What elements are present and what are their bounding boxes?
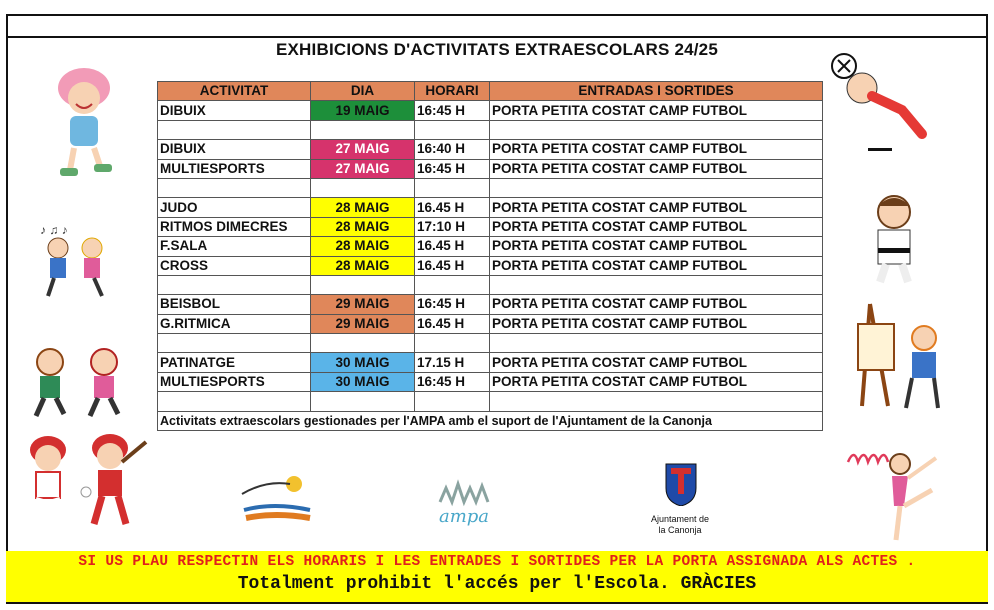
cell-time: 16.45 H — [415, 314, 490, 333]
cell-access: PORTA PETITA COSTAT CAMP FUTBOL — [490, 159, 823, 178]
cell-time: 16.45 H — [415, 237, 490, 256]
table-row — [158, 353, 823, 372]
notice-line-2: Totalment prohibit l'accés per l'Escola. GRÀCIES — [237, 574, 757, 594]
schedule-table — [157, 81, 823, 431]
gymnast-icon — [842, 432, 942, 544]
school-logo-icon — [238, 472, 316, 530]
table-header-row — [158, 82, 823, 101]
cell-day: 28 MAIG — [311, 217, 415, 236]
cell-activity: F.SALA — [158, 237, 311, 256]
cell-access — [490, 178, 823, 197]
cell-access: PORTA PETITA COSTAT CAMP FUTBOL — [490, 372, 823, 391]
table-row — [158, 198, 823, 217]
cell-day: 28 MAIG — [311, 198, 415, 217]
cell-day: 29 MAIG — [311, 314, 415, 333]
running-kids-icon — [28, 346, 132, 420]
ajuntament-line2: la Canonja — [658, 525, 702, 535]
cell-day: 29 MAIG — [311, 295, 415, 314]
table-row — [158, 159, 823, 178]
ampa-logo-icon — [432, 462, 496, 526]
cell-activity: CROSS — [158, 256, 311, 275]
cell-time — [415, 275, 490, 294]
table-row — [158, 217, 823, 236]
cell-activity: PATINATGE — [158, 353, 311, 372]
cell-activity — [158, 178, 311, 197]
cell-time: 16:45 H — [415, 101, 490, 120]
table-row — [158, 140, 823, 159]
cell-day — [311, 275, 415, 294]
ajuntament-label — [640, 514, 720, 536]
cell-time: 17:10 H — [415, 217, 490, 236]
top-divider — [6, 36, 988, 38]
table-row — [158, 178, 823, 197]
cell-activity: G.RITMICA — [158, 314, 311, 333]
dancing-kids-icon — [36, 222, 116, 300]
table-row — [158, 372, 823, 391]
girl-skater-icon — [44, 66, 124, 181]
cell-day — [311, 392, 415, 411]
svg-text:♪ ♫ ♪: ♪ ♫ ♪ — [40, 223, 68, 237]
table-row — [158, 120, 823, 139]
cell-time: 17.15 H — [415, 353, 490, 372]
cell-activity: MULTIESPORTS — [158, 159, 311, 178]
table-row — [158, 101, 823, 120]
cell-access: PORTA PETITA COSTAT CAMP FUTBOL — [490, 198, 823, 217]
cell-time — [415, 334, 490, 353]
cell-time: 16:40 H — [415, 140, 490, 159]
cell-day — [311, 120, 415, 139]
cell-access: PORTA PETITA COSTAT CAMP FUTBOL — [490, 237, 823, 256]
cell-day: 27 MAIG — [311, 140, 415, 159]
cell-access — [490, 334, 823, 353]
table-row — [158, 275, 823, 294]
cell-time: 16:45 H — [415, 159, 490, 178]
header-activitat: ACTIVITAT — [158, 82, 311, 101]
cell-access: PORTA PETITA COSTAT CAMP FUTBOL — [490, 140, 823, 159]
cell-time — [415, 392, 490, 411]
cell-day: 28 MAIG — [311, 237, 415, 256]
judo-kid-icon — [862, 192, 928, 284]
cell-access: PORTA PETITA COSTAT CAMP FUTBOL — [490, 295, 823, 314]
cell-time: 16.45 H — [415, 198, 490, 217]
painter-icon — [852, 296, 944, 414]
cell-activity: JUDO — [158, 198, 311, 217]
cell-activity — [158, 392, 311, 411]
cell-day: 19 MAIG — [311, 101, 415, 120]
cell-activity — [158, 275, 311, 294]
table-row — [158, 295, 823, 314]
cell-activity: BEISBOL — [158, 295, 311, 314]
cell-activity: DIBUIX — [158, 140, 311, 159]
cell-time: 16.45 H — [415, 256, 490, 275]
goalkeeper-icon — [828, 50, 936, 158]
cell-time: 16:45 H — [415, 372, 490, 391]
cell-activity — [158, 334, 311, 353]
cell-access: PORTA PETITA COSTAT CAMP FUTBOL — [490, 256, 823, 275]
notice-line-1: SI US PLAU RESPECTIN ELS HORARIS I LES ENTRADES I SORTIDES PER LA PORTA ASSIGNADA ALS ACTES . — [78, 554, 916, 570]
ajuntament-line1: Ajuntament de — [650, 514, 710, 524]
cell-day — [311, 334, 415, 353]
cell-day — [311, 178, 415, 197]
table-row — [158, 334, 823, 353]
cell-time: 16:45 H — [415, 295, 490, 314]
cell-access: PORTA PETITA COSTAT CAMP FUTBOL — [490, 217, 823, 236]
cell-access: PORTA PETITA COSTAT CAMP FUTBOL — [490, 353, 823, 372]
ampa-logo-label: ampa — [438, 506, 490, 526]
header-entradas: ENTRADAS I SORTIDES — [490, 82, 823, 101]
table-footer-note: Activitats extraescolars gestionades per l'AMPA amb el suport de l'Ajuntament de la Canonja — [158, 411, 823, 430]
cell-activity: RITMOS DIMECRES — [158, 217, 311, 236]
cell-access: PORTA PETITA COSTAT CAMP FUTBOL — [490, 101, 823, 120]
cell-access: PORTA PETITA COSTAT CAMP FUTBOL — [490, 314, 823, 333]
cell-time — [415, 120, 490, 139]
table-row — [158, 256, 823, 275]
cell-day: 30 MAIG — [311, 372, 415, 391]
cell-day: 28 MAIG — [311, 256, 415, 275]
table-row — [158, 392, 823, 411]
table-footer-row — [158, 411, 823, 430]
table-row — [158, 314, 823, 333]
cell-access — [490, 275, 823, 294]
cell-day: 30 MAIG — [311, 353, 415, 372]
table-row — [158, 237, 823, 256]
baseball-kids-icon — [14, 432, 148, 528]
cell-activity: DIBUIX — [158, 101, 311, 120]
cell-activity: MULTIESPORTS — [158, 372, 311, 391]
cell-day: 27 MAIG — [311, 159, 415, 178]
header-horari: HORARI — [415, 82, 490, 101]
cell-time — [415, 178, 490, 197]
canonja-shield-icon — [664, 462, 698, 506]
cell-access — [490, 392, 823, 411]
header-dia: DIA — [311, 82, 415, 101]
cell-access — [490, 120, 823, 139]
page-title: EXHIBICIONS D'ACTIVITATS EXTRAESCOLARS 24/25 — [275, 40, 718, 59]
notice-banner — [6, 551, 988, 602]
cell-activity — [158, 120, 311, 139]
